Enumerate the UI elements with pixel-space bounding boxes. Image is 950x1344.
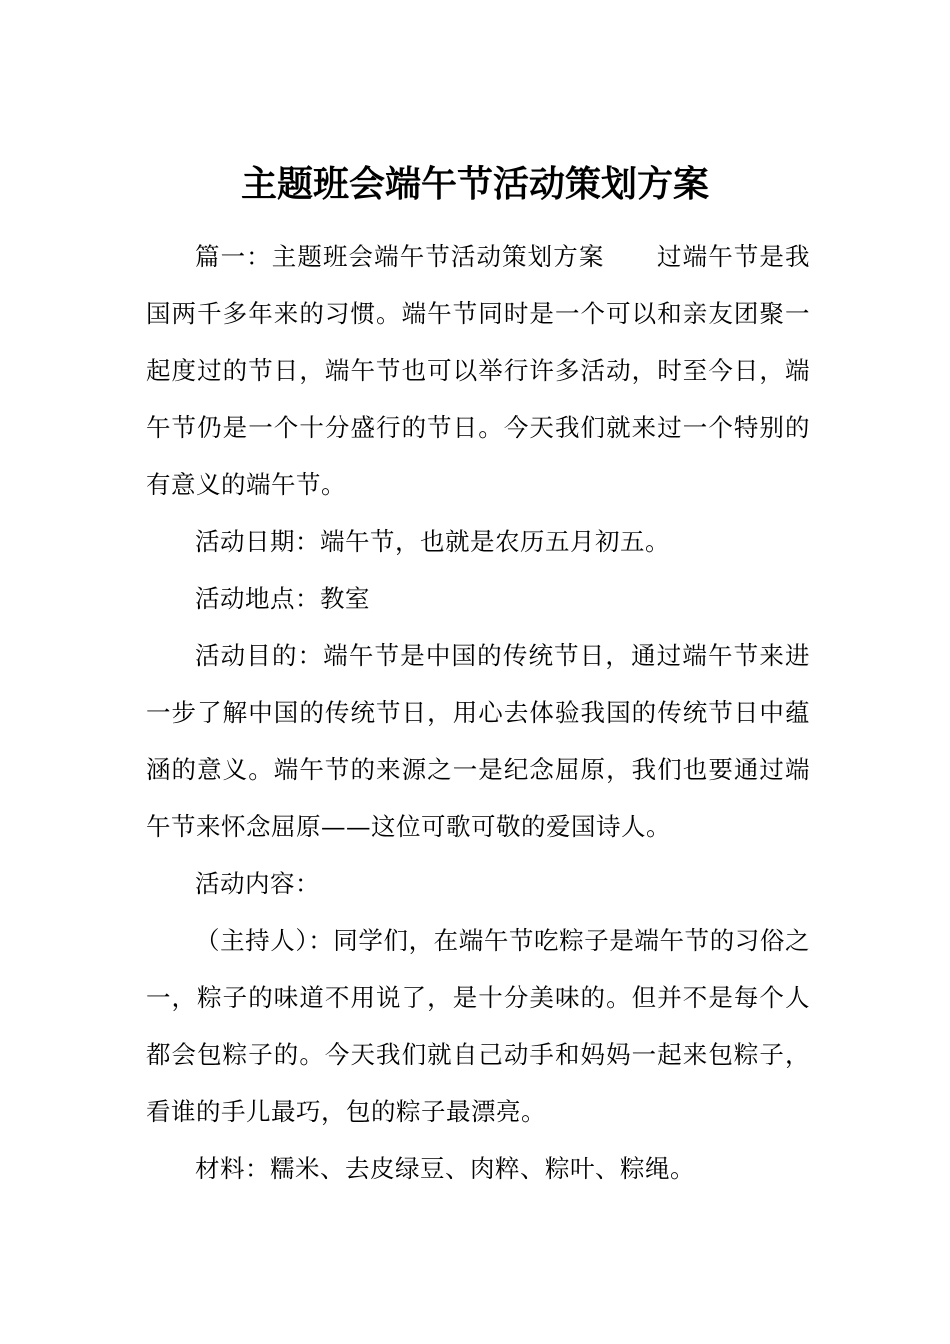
paragraph-location: 活动地点：教室 — [195, 584, 370, 613]
intro-text: 过端午节是我国两千多年来的习惯。端午节同时是一个可以和亲友团聚一起度过的节日，端午节也可以举行许多活动，时至今日，端午节仍是一个十分盛行的节日。今天我们就来过一个特别的有意义的端午节。 — [146, 242, 810, 499]
paragraph-materials: 材料：糯米、去皮绿豆、肉粹、粽叶、粽绳。 — [195, 1154, 695, 1183]
paragraph-content-heading: 活动内容： — [195, 869, 320, 898]
document-title: 主题班会端午节活动策划方案 — [240, 163, 709, 205]
paragraph-host: （主持人）：同学们，在端午节吃粽子是端午节的习俗之一，粽子的味道不用说了，是十分美味的。但并不是每个人都会包粽子的。今天我们就自己动手和妈妈一起来包粽子，看谁的手儿最巧，包的粽子最漂亮。 — [146, 926, 810, 1126]
paragraph-purpose: 活动目的：端午节是中国的传统节日，通过端午节来进一步了解中国的传统节日，用心去体验我国的传统节日中蕴涵的意义。端午节的来源之一是纪念屈原，我们也要通过端午节来怀念屈原——这位可歌可敬的爱国诗人。 — [146, 641, 810, 841]
intro-heading: 篇一：主题班会端午节活动策划方案 — [195, 242, 605, 271]
paragraph-date: 活动日期：端午节，也就是农历五月初五。 — [195, 527, 670, 556]
intro-paragraph — [146, 228, 810, 513]
document-body — [146, 228, 810, 1197]
